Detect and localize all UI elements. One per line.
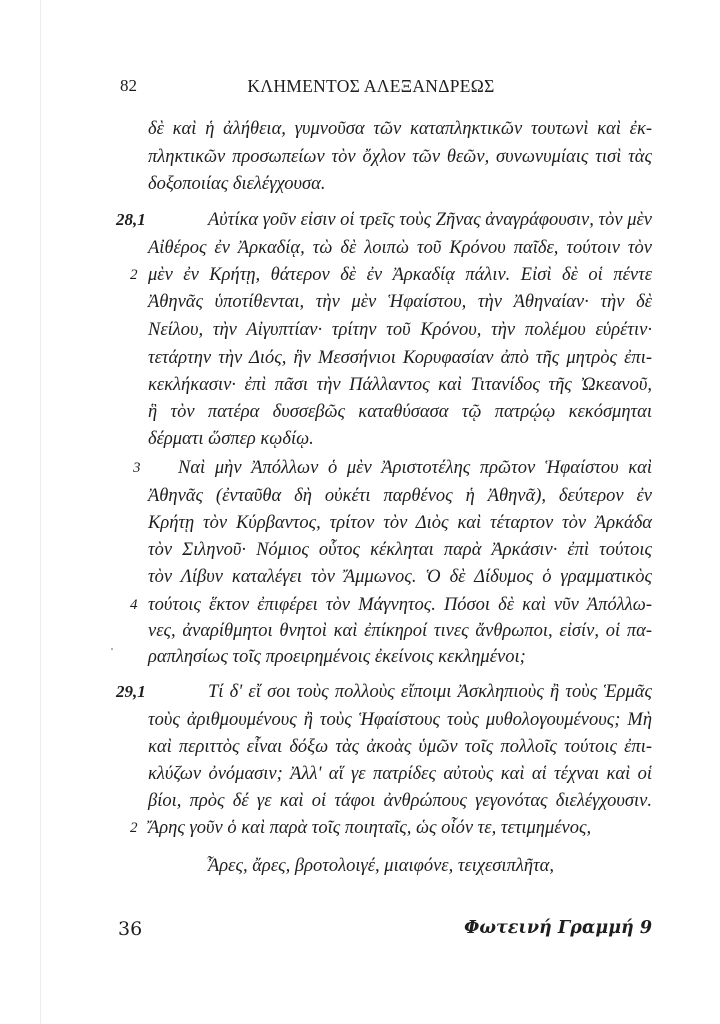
text-line: ἣ τὸν πατέρα δυσσεβῶς καταθύσασα τῷ πατρῴῳ κεκόσμηται	[148, 402, 652, 422]
text-line: νες, ἀναρίθμητοι θνητοὶ καὶ ἐπίκηροί τινες ἄνθρωποι, εἰσίν, οἱ πα-	[148, 621, 652, 641]
footer-folio-number: 36	[118, 918, 143, 940]
text-line: δοξοποιίας διελέγχουσα.	[148, 174, 326, 194]
page-edge-line	[40, 0, 41, 1024]
text-line: Αἰθέρος ἐν Ἀρκαδίᾳ, τὼ δὲ λοιπὼ τοῦ Κρόνου παῖδε, τούτοιν τὸν	[148, 238, 652, 258]
text-line: τούτοις ἕκτον ἐπιφέρει τὸν Μάγνητος. Πόσοι δὲ καὶ νῦν Ἀπόλλω-	[148, 595, 652, 615]
text-line: κλύζων ὀνόμασιν; Ἀλλ' αἵ γε πατρίδες αὐτοὺς καὶ αἱ τέχναι καὶ οἱ	[148, 764, 652, 784]
text-line: πληκτικῶν προσωπείων τὸν ὄχλον τῶν θεῶν, συνωνυμίαις τισὶ τὰς	[148, 147, 652, 167]
text-line: Ἄρης γοῦν ὁ καὶ παρὰ τοῖς ποιηταῖς, ὡς οἷόν τε, τετιμημένος,	[148, 818, 592, 838]
text-line: δέρματι ὥσπερ κῳδίῳ.	[148, 429, 314, 449]
verse-quote: Ἆρες, ἄρες, βροτολοιγέ, μιαιφόνε, τειχεσιπλῆτα,	[208, 856, 554, 876]
text-line: δὲ καὶ ἡ ἀλήθεια, γυμνοῦσα τῶν καταπληκτικῶν τουτωνὶ καὶ ἐκ-	[148, 119, 652, 139]
text-line: μὲν ἐν Κρήτῃ, θάτερον δὲ ἐν Ἀρκαδίᾳ πάλιν. Εἰσὶ δὲ οἱ πέντε	[148, 265, 652, 285]
text-line: Ναὶ μὴν Ἀπόλλων ὁ μὲν Ἀριστοτέλης πρῶτον Ἡφαίστου καὶ	[178, 458, 652, 478]
text-line: Αὐτίκα γοῦν εἰσιν οἱ τρεῖς τοὺς Ζῆνας ἀναγράφουσιν, τὸν μὲν	[208, 210, 652, 230]
text-line: ραπλησίως τοῖς προειρημένοις ἐκείνοις κεκλημένοι;	[148, 647, 526, 667]
section-marker: 4	[130, 597, 138, 613]
text-line: βίοι, πρὸς δέ γε καὶ οἱ τάφοι ἀνθρώπους γεγονότας διελέγχουσιν.	[148, 791, 652, 811]
text-line: Νείλου, τὴν Αἰγυπτίαν· τρίτην τοῦ Κρόνου, τὴν πολέμου εὑρέτιν·	[148, 320, 652, 340]
running-header-title: ΚΛΗΜΕΝΤΟΣ ΑΛΕΞΑΝΔΡΕΩΣ	[247, 76, 495, 96]
section-marker: 28,1	[116, 210, 146, 229]
text-line: Τί δ' εἴ σοι τοὺς πολλοὺς εἴποιμι Ἀσκληπιοὺς ἢ τοὺς Ἑρμᾶς	[208, 682, 652, 702]
section-marker: 3	[133, 460, 141, 476]
footer-brand: Φωτεινή Γραμμή 9	[464, 918, 652, 938]
text-line: καὶ περιττὸς εἶναι δόξω τὰς ἀκοὰς ὑμῶν τοῖς πολλοῖς τούτοις ἐπι-	[148, 737, 652, 757]
speck-mark	[111, 648, 113, 650]
section-marker: 29,1	[116, 682, 146, 701]
running-page-number: 82	[120, 76, 137, 95]
text-line: Ἀθηνᾶς ὑποτίθενται, τὴν μὲν Ἡφαίστου, τὴν Ἀθηναίαν· τὴν δὲ	[148, 292, 652, 312]
text-line: τετάρτην τὴν Διός, ἣν Μεσσήνιοι Κορυφασίαν ἀπὸ τῆς μητρὸς ἐπι-	[148, 348, 652, 368]
text-line: τοὺς ἀριθμουμένους ἢ τοὺς Ἡφαίστους τοὺς μυθολογουμένους; Μὴ	[148, 710, 652, 730]
text-line: κεκλήκασιν· ἐπὶ πᾶσι τὴν Πάλλαντος καὶ Τιτανίδος τῆς Ὠκεανοῦ,	[148, 375, 652, 395]
section-marker: 2	[130, 820, 138, 836]
text-line: τὸν Λίβυν καταλέγει τὸν Ἄμμωνος. Ὁ δὲ Δίδυμος ὁ γραμματικὸς	[148, 567, 652, 587]
section-marker: 2	[130, 267, 138, 283]
text-line: Ἀθηνᾶς (ἐνταῦθα δὴ οὐκέτι παρθένος ἡ Ἀθηνᾶ), δεύτερον ἐν	[148, 486, 652, 506]
text-line: τὸν Σιληνοῦ· Νόμιος οὗτος κέκληται παρὰ Ἀρκάσιν· ἐπὶ τούτοις	[148, 540, 652, 560]
text-line: Κρήτῃ τὸν Κύρβαντος, τρίτον τὸν Διὸς καὶ τέταρτον τὸν Ἀρκάδα	[148, 513, 652, 533]
